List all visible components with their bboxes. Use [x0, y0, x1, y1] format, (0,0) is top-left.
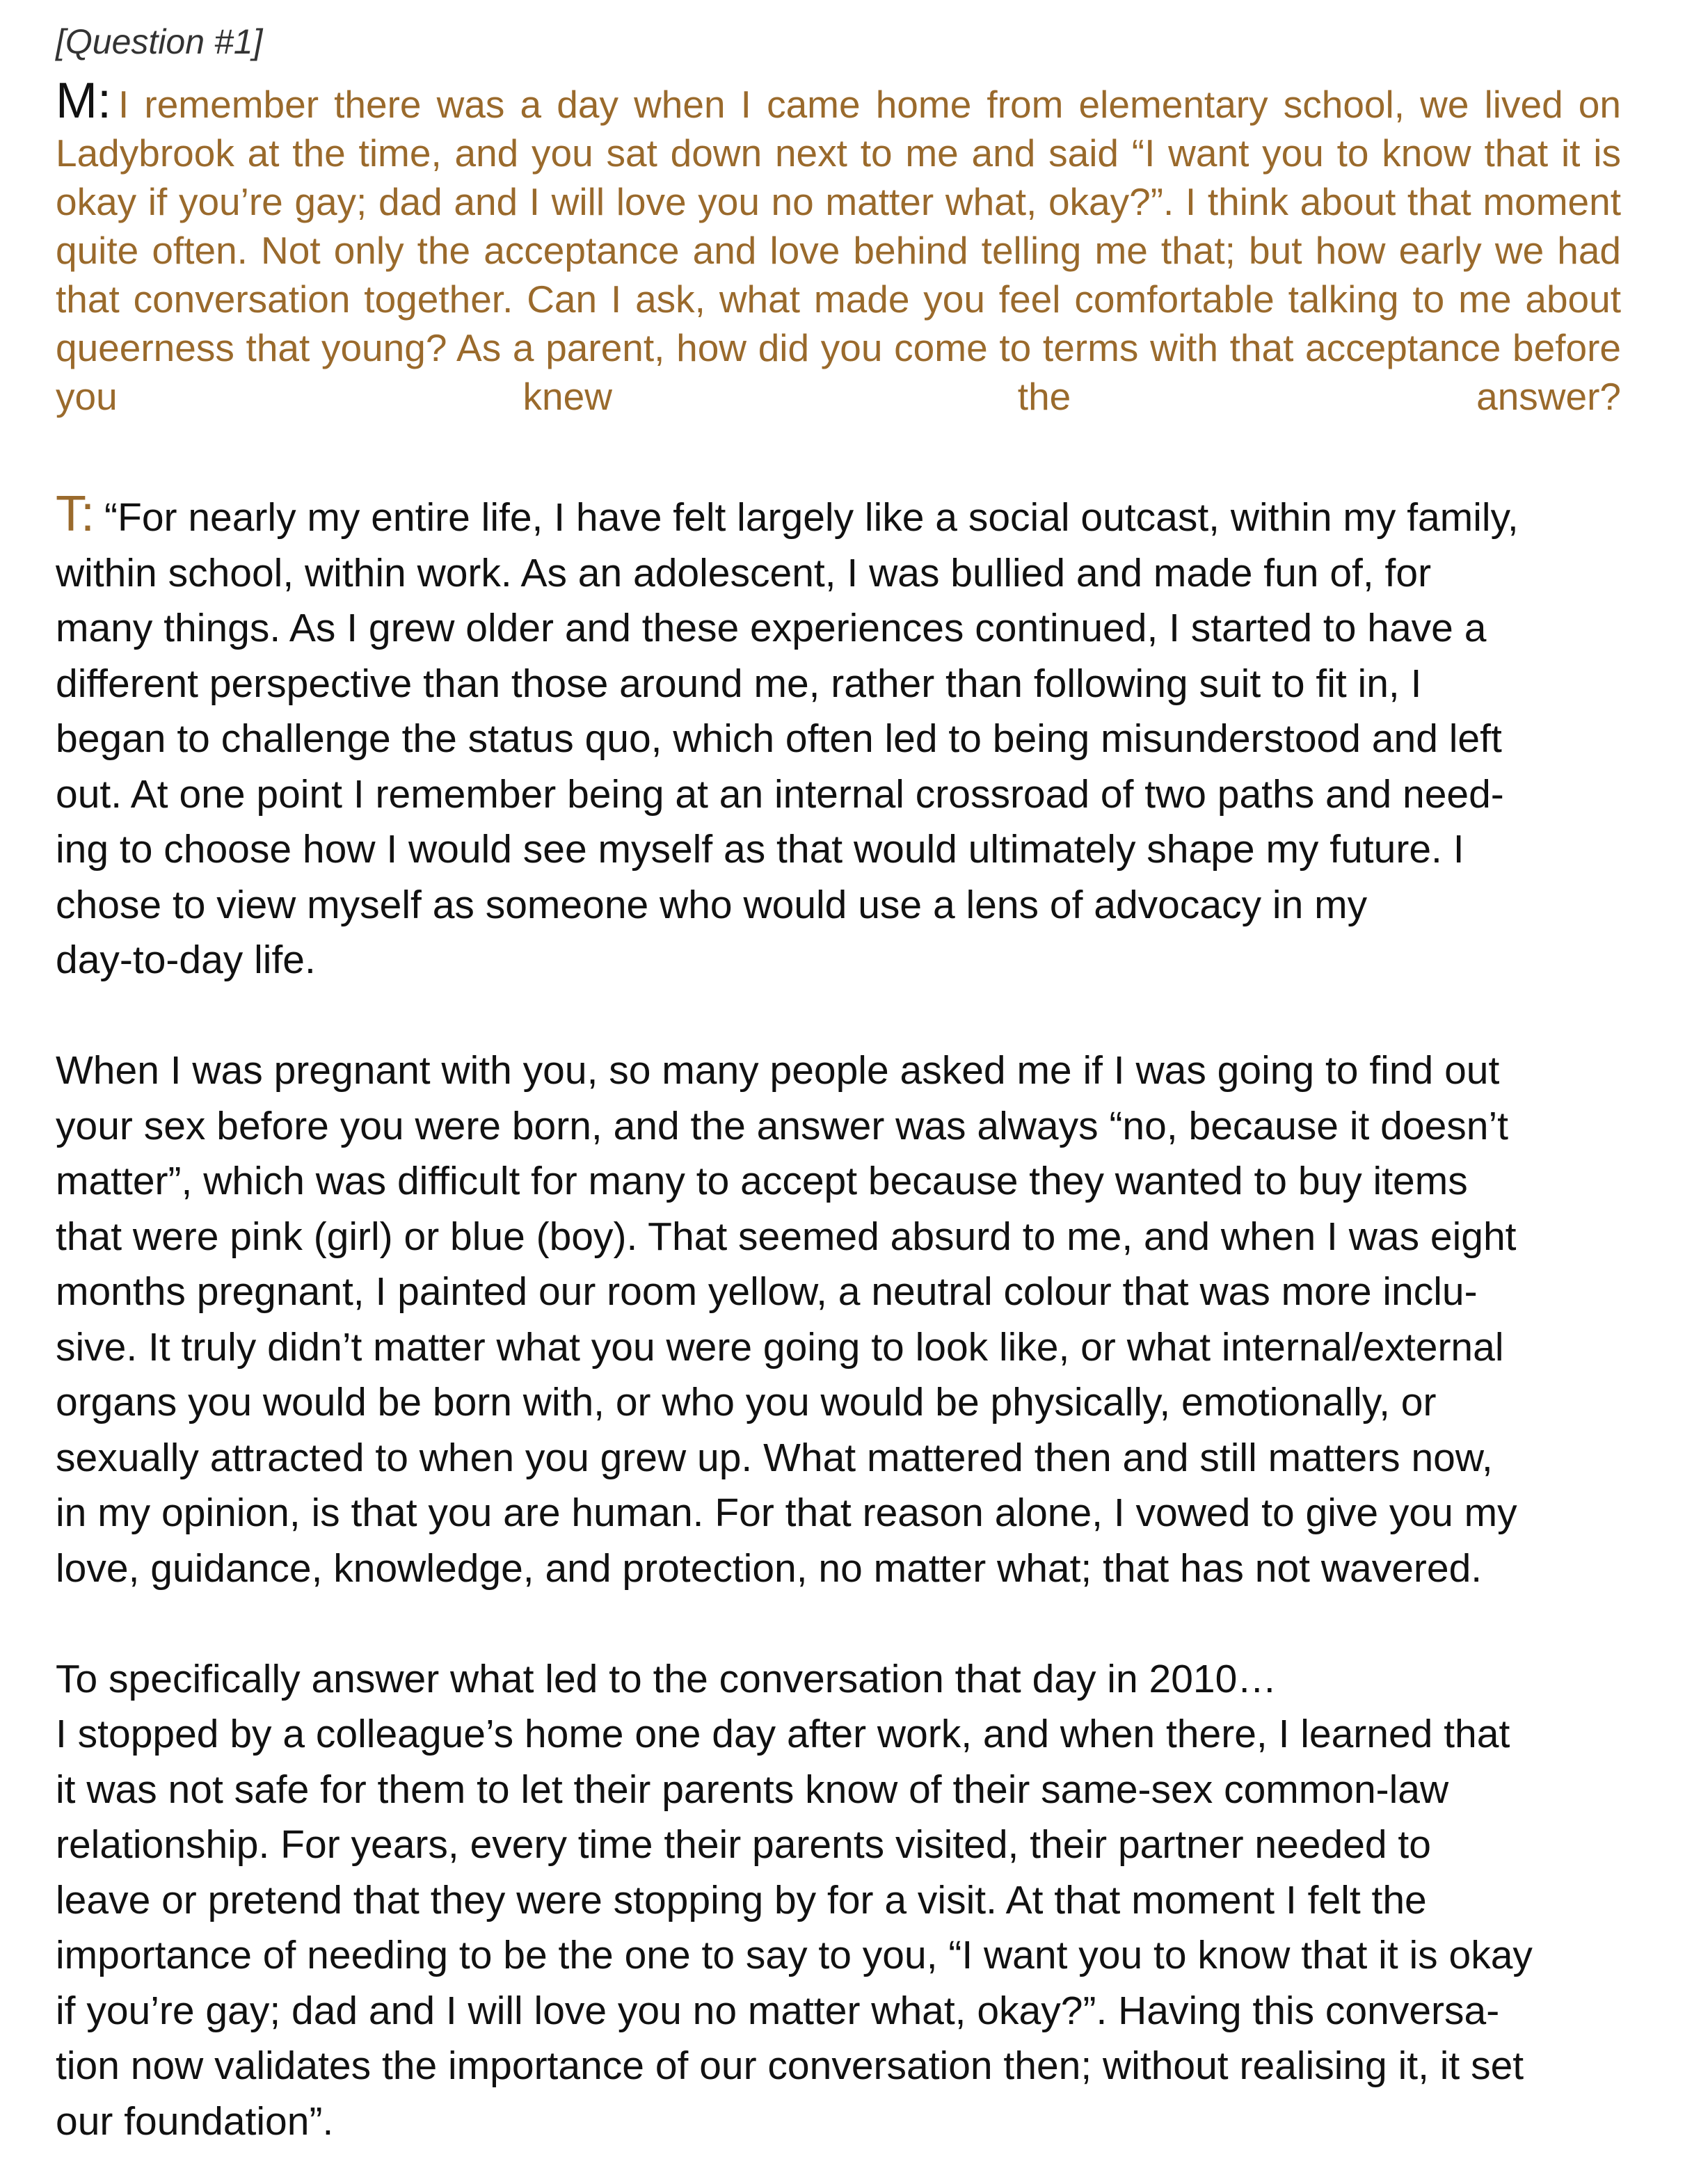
answer-line: if you’re gay; dad and I will love you no matter what, okay?”. Having this conversa- [56, 1988, 1500, 2033]
question-block [56, 73, 1622, 421]
question-line: talking to me about queerness that young? As a parent, how did you come to terms with [56, 278, 1622, 369]
answer-line: tion now validates the importance of our conversation then; without realising it, it set [56, 2044, 1524, 2088]
answer-line: in my opinion, is that you are human. For that reason alone, I vowed to give you my [56, 1491, 1517, 1535]
answer-line: matter”, which was difficult for many to accept because they wanted to buy items [56, 1159, 1468, 1203]
answer-speaker: T: [56, 486, 95, 542]
answer-line: day-to-day life. [56, 938, 316, 982]
answer-line: organs you would be born with, or who you would be physically, emotionally, or [56, 1380, 1437, 1424]
answer-line: importance of needing to be the one to say to you, “I want you to know that it is okay [56, 1933, 1533, 1977]
question-label: [Question #1] [56, 22, 263, 61]
answer-paragraph-3 [56, 1652, 1621, 2150]
answer-line: love, guidance, knowledge, and protection, no matter what; that has not wavered. [56, 1545, 1483, 1591]
answer-line: When I was pregnant with you, so many people asked me if I was going to find out [56, 1048, 1500, 1093]
question-line: moment quite often. Not only the acceptance and love behind telling me that; but how [56, 180, 1621, 272]
question-line: I remember there was a day when I came home from elementary school, we lived on [118, 83, 1621, 126]
answer-line: sive. It truly didn’t matter what you were going to look like, or what internal/external [56, 1324, 1504, 1370]
answer-line: T: “For nearly my entire life, I have felt largely like a social outcast, within my family, [56, 486, 1519, 542]
answer-line: out. At one point I remember being at an internal crossroad of two paths and need- [56, 771, 1504, 817]
question-line: early we had that conversation together. Can I ask, what made you feel comfortable [56, 229, 1622, 321]
answer-line: within school, within work. As an adolescent, I was bullied and made fun of, for [56, 550, 1432, 595]
question-line: Ladybrook at the time, and you sat down next to me and said “I want you to know that it [56, 131, 1581, 175]
answer-line: chose to view myself as someone who would use a lens of advocacy in my [56, 882, 1368, 927]
answer-paragraph-1 [56, 487, 1621, 988]
answer-line: I stopped by a colleague’s home one day after work, and when there, I learned that [56, 1712, 1510, 1756]
answer-line: leave or pretend that they were stopping by for a visit. At that moment I felt the [56, 1877, 1427, 1922]
document-page [56, 21, 1621, 2149]
question-line: that acceptance before you knew the answer? [56, 326, 1622, 418]
answer-paragraph-2 [56, 1043, 1621, 1596]
answer-line: relationship. For years, every time their parents visited, their partner needed to [56, 1822, 1431, 1867]
answer-line: many things. As I grew older and these experiences continued, I started to have a [56, 606, 1487, 650]
answer-line: began to challenge the status quo, which often led to being misunderstood and left [56, 716, 1502, 761]
question-speaker: M: [56, 73, 111, 129]
answer-line: our foundation”. [56, 2098, 334, 2144]
answer-line: it was not safe for them to let their parents know of their same-sex common-law [56, 1767, 1449, 1812]
answer-line: ing to choose how I would see myself as that would ultimately shape my future. I [56, 827, 1464, 872]
answer-line: months pregnant, I painted our room yellow, a neutral colour that was more inclu- [56, 1269, 1478, 1314]
answer-line: sexually attracted to when you grew up. What mattered then and still matters now, [56, 1435, 1493, 1480]
answer-line: that were pink (girl) or blue (boy). That seemed absurd to me, and when I was eight [56, 1214, 1517, 1259]
answer-block [56, 487, 1621, 2149]
answer-line: To specifically answer what led to the conversation that day in 2010… [56, 1656, 1277, 1701]
question-line: is okay if you’re gay; dad and I will love you no matter what, okay?”. I think about that [56, 131, 1621, 223]
answer-line: different perspective than those around me, rather than following suit to fit in, I [56, 661, 1422, 706]
answer-line: your sex before you were born, and the answer was always “no, because it doesn’t [56, 1103, 1508, 1148]
